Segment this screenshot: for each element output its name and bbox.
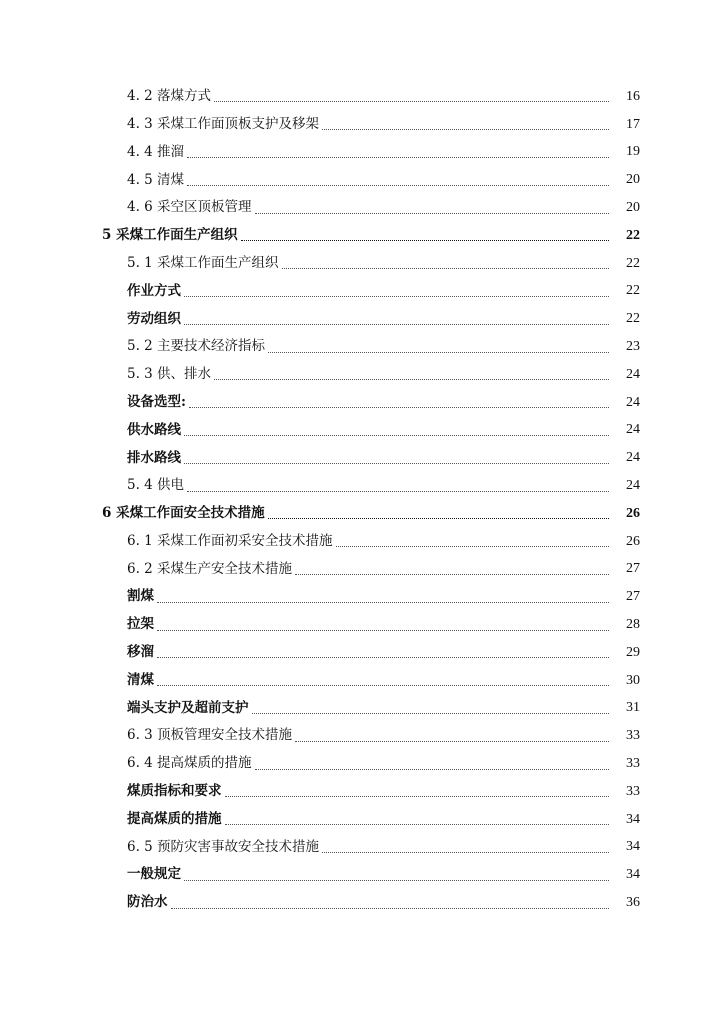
toc-entry[interactable] bbox=[0, 83, 720, 111]
toc-entry-title: 煤质指标和要求 bbox=[127, 783, 222, 800]
toc-entry-page-number: 22 bbox=[626, 255, 640, 271]
toc-entry-page-number: 20 bbox=[626, 200, 640, 216]
toc-dot-leader bbox=[171, 908, 610, 909]
toc-entry[interactable] bbox=[0, 417, 720, 445]
toc-entry[interactable] bbox=[0, 278, 720, 306]
toc-dot-leader bbox=[157, 657, 609, 658]
toc-entry-page-number: 24 bbox=[626, 366, 640, 382]
toc-entry-page-number: 30 bbox=[626, 672, 640, 688]
toc-entry-title: 5. 1 采煤工作面生产组织 bbox=[127, 254, 279, 271]
toc-entry-page-number: 22 bbox=[626, 311, 640, 327]
toc-entry-page-number: 26 bbox=[626, 533, 640, 549]
toc-entry-title: 4. 2 落煤方式 bbox=[127, 88, 212, 105]
toc-dot-leader bbox=[336, 546, 609, 547]
toc-dot-leader bbox=[255, 213, 609, 214]
toc-entry-page-number: 24 bbox=[626, 478, 640, 494]
toc-entry[interactable] bbox=[0, 139, 720, 167]
toc-dot-leader bbox=[255, 769, 609, 770]
toc-entry-title: 排水路线 bbox=[127, 449, 181, 466]
toc-entry[interactable] bbox=[0, 361, 720, 389]
toc-entry[interactable] bbox=[0, 222, 720, 250]
toc-entry[interactable] bbox=[0, 472, 720, 500]
toc-entry-title: 5. 3 供、排水 bbox=[127, 366, 212, 383]
toc-dot-leader bbox=[184, 435, 609, 436]
toc-entry[interactable] bbox=[0, 834, 720, 862]
toc-entry-page-number: 16 bbox=[626, 88, 640, 104]
toc-entry-title: 防治水 bbox=[127, 894, 168, 911]
toc-entry[interactable] bbox=[0, 667, 720, 695]
toc-entry-title: 移溜 bbox=[127, 644, 154, 661]
toc-entry-page-number: 27 bbox=[626, 561, 640, 577]
toc-entry-title: 6. 1 采煤工作面初采安全技术措施 bbox=[127, 532, 333, 549]
toc-dot-leader bbox=[295, 741, 609, 742]
toc-entry-title: 6. 2 采煤生产安全技术措施 bbox=[127, 560, 293, 577]
toc-entry-page-number: 24 bbox=[626, 450, 640, 466]
toc-entry-title: 4. 5 清煤 bbox=[127, 171, 185, 188]
toc-entry[interactable] bbox=[0, 806, 720, 834]
toc-entry-title: 6 采煤工作面安全技术措施 bbox=[102, 505, 265, 522]
toc-entry[interactable] bbox=[0, 389, 720, 417]
toc-entry-title: 提高煤质的措施 bbox=[127, 810, 222, 827]
toc-entry-page-number: 34 bbox=[626, 811, 640, 827]
toc-entry-page-number: 23 bbox=[626, 339, 640, 355]
toc-entry[interactable] bbox=[0, 861, 720, 889]
toc-entry-page-number: 19 bbox=[626, 144, 640, 160]
toc-dot-leader bbox=[157, 602, 609, 603]
toc-entry-title: 劳动组织 bbox=[127, 310, 181, 327]
toc-entry[interactable] bbox=[0, 500, 720, 528]
toc-entry-page-number: 22 bbox=[626, 227, 640, 243]
toc-entry[interactable] bbox=[0, 166, 720, 194]
toc-dot-leader bbox=[184, 880, 609, 881]
toc-dot-leader bbox=[252, 713, 610, 714]
toc-entry-title: 割煤 bbox=[127, 588, 154, 605]
toc-entry-title: 5. 2 主要技术经济指标 bbox=[127, 338, 266, 355]
toc-entry-page-number: 20 bbox=[626, 172, 640, 188]
toc-entry-page-number: 29 bbox=[626, 644, 640, 660]
toc-entry[interactable] bbox=[0, 611, 720, 639]
toc-entry-title: 端头支护及超前支护 bbox=[127, 699, 249, 716]
toc-dot-leader bbox=[322, 129, 609, 130]
toc-dot-leader bbox=[214, 379, 609, 380]
toc-entry-title: 作业方式 bbox=[127, 282, 181, 299]
toc-entry-title: 供水路线 bbox=[127, 421, 181, 438]
toc-dot-leader bbox=[184, 296, 609, 297]
toc-dot-leader bbox=[184, 463, 609, 464]
toc-dot-leader bbox=[157, 630, 609, 631]
toc-entry-title: 5. 4 供电 bbox=[127, 477, 185, 494]
toc-entry[interactable] bbox=[0, 695, 720, 723]
toc-entry[interactable] bbox=[0, 305, 720, 333]
toc-entry-title: 4. 6 采空区顶板管理 bbox=[127, 199, 252, 216]
toc-dot-leader bbox=[189, 407, 609, 408]
toc-entry-page-number: 26 bbox=[626, 505, 640, 521]
toc-dot-leader bbox=[268, 518, 609, 519]
toc-entry-title: 4. 3 采煤工作面顶板支护及移架 bbox=[127, 115, 320, 132]
toc-entry-page-number: 33 bbox=[626, 756, 640, 772]
toc-entry-title: 6. 3 顶板管理安全技术措施 bbox=[127, 727, 293, 744]
toc-dot-leader bbox=[322, 852, 609, 853]
toc-entry[interactable] bbox=[0, 194, 720, 222]
toc-entry-page-number: 24 bbox=[626, 422, 640, 438]
toc-entry-page-number: 31 bbox=[626, 700, 640, 716]
toc-dot-leader bbox=[157, 685, 609, 686]
toc-entry-title: 4. 4 推溜 bbox=[127, 143, 185, 160]
toc-entry-title: 拉架 bbox=[127, 616, 154, 633]
toc-dot-leader bbox=[225, 796, 610, 797]
toc-entry-page-number: 33 bbox=[626, 728, 640, 744]
toc-entry[interactable] bbox=[0, 639, 720, 667]
toc-entry[interactable] bbox=[0, 556, 720, 584]
toc-entry-page-number: 36 bbox=[626, 895, 640, 910]
toc-entry[interactable] bbox=[0, 889, 720, 917]
table-of-contents bbox=[0, 83, 720, 917]
toc-dot-leader bbox=[187, 157, 609, 158]
toc-entry[interactable] bbox=[0, 778, 720, 806]
toc-entry-title: 5 采煤工作面生产组织 bbox=[102, 227, 238, 244]
toc-entry[interactable] bbox=[0, 528, 720, 556]
toc-dot-leader bbox=[184, 324, 609, 325]
toc-entry-page-number: 33 bbox=[626, 783, 640, 799]
toc-dot-leader bbox=[268, 352, 609, 353]
toc-dot-leader bbox=[187, 185, 609, 186]
toc-entry[interactable] bbox=[0, 722, 720, 750]
toc-dot-leader bbox=[282, 268, 609, 269]
toc-entry[interactable] bbox=[0, 250, 720, 278]
toc-entry-page-number: 17 bbox=[626, 116, 640, 132]
toc-entry-title: 6. 5 预防灾害事故安全技术措施 bbox=[127, 838, 320, 855]
toc-dot-leader bbox=[241, 240, 609, 241]
toc-entry-page-number: 24 bbox=[626, 394, 640, 410]
toc-entry-page-number: 34 bbox=[626, 839, 640, 855]
toc-dot-leader bbox=[295, 574, 609, 575]
toc-entry[interactable] bbox=[0, 444, 720, 472]
toc-entry[interactable] bbox=[0, 583, 720, 611]
toc-dot-leader bbox=[214, 101, 609, 102]
toc-entry-page-number: 22 bbox=[626, 283, 640, 299]
toc-entry-page-number: 27 bbox=[626, 589, 640, 605]
toc-dot-leader bbox=[225, 824, 610, 825]
toc-entry-page-number: 28 bbox=[626, 617, 640, 633]
toc-entry[interactable] bbox=[0, 111, 720, 139]
toc-entry-title: 设备选型: bbox=[127, 393, 186, 410]
toc-entry-title: 一般规定 bbox=[127, 866, 181, 883]
toc-entry[interactable] bbox=[0, 333, 720, 361]
toc-entry-page-number: 34 bbox=[626, 867, 640, 883]
toc-entry-title: 清煤 bbox=[127, 671, 154, 688]
toc-entry-title: 6. 4 提高煤质的措施 bbox=[127, 755, 252, 772]
toc-dot-leader bbox=[187, 491, 609, 492]
toc-entry[interactable] bbox=[0, 750, 720, 778]
